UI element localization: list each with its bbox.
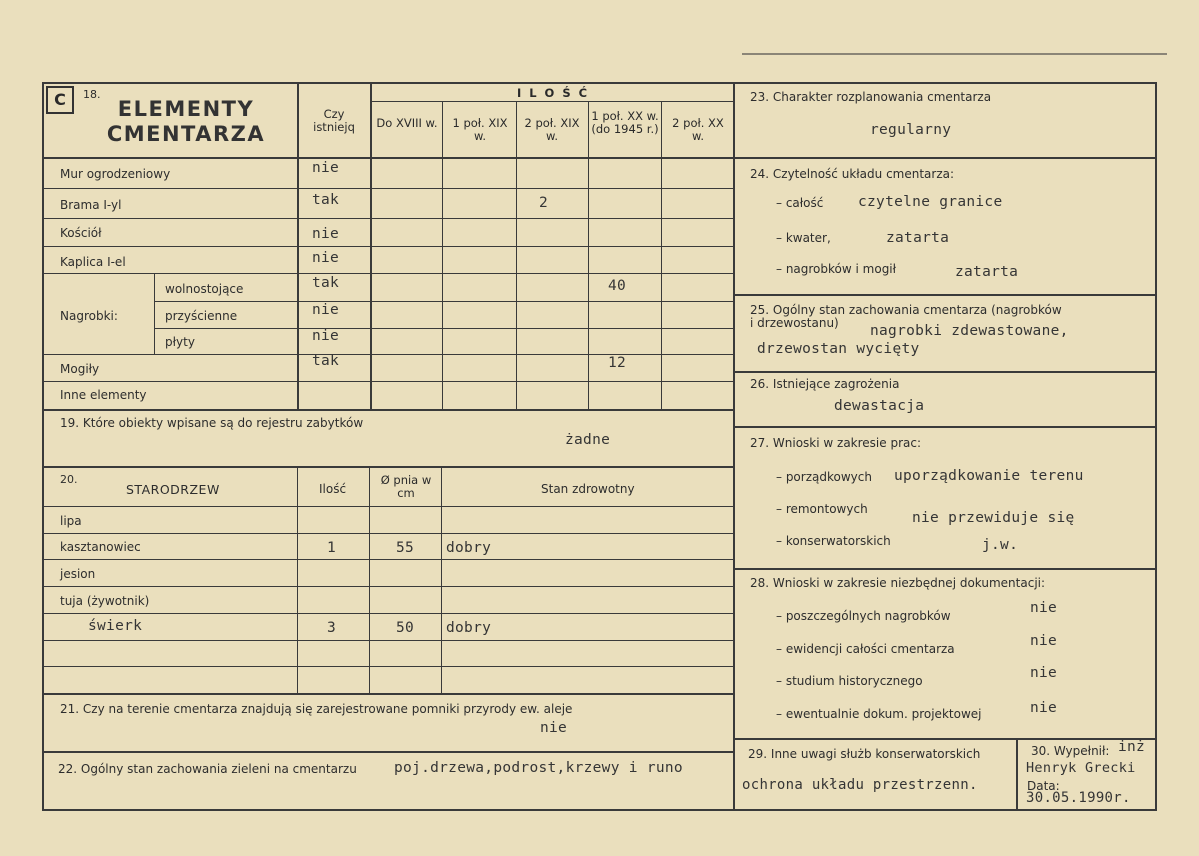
section-24-label: 24. Czytelność układu cmentarza:	[750, 167, 955, 181]
works-label: – porządkowych	[776, 470, 872, 484]
row-count: 12	[608, 355, 627, 371]
documentation-label: – ewentualnie dokum. projektowej	[776, 707, 982, 721]
col-header-0: Do XVIII w.	[376, 116, 438, 130]
row-label: Mogiły	[60, 362, 100, 376]
tree-diameter: 55	[396, 540, 415, 556]
section-20-number: 20.	[60, 473, 78, 486]
tree-name: lipa	[60, 514, 82, 528]
legibility-label: – kwater,	[776, 231, 831, 245]
col-header-3: 1 poł. XX w. (do 1945 r.)	[591, 109, 659, 136]
section-18-title-line2: CMENTARZA	[106, 122, 266, 146]
row-label: Inne elementy	[60, 388, 147, 402]
row-exists: tak	[312, 275, 340, 291]
documentation-label: – poszczególnych nagrobków	[776, 609, 951, 623]
works-value: nie przewiduje się	[912, 510, 1075, 526]
row-exists: nie	[312, 226, 340, 242]
documentation-label: – ewidencji całości cmentarza	[776, 642, 955, 656]
section-28-label: 28. Wnioski w zakresie niezbędnej dokumentacji:	[750, 576, 1046, 590]
tree-name: jesion	[60, 567, 96, 581]
section-26-value: dewastacja	[834, 398, 925, 414]
section-21-value: nie	[540, 720, 568, 736]
tree-count: 3	[327, 620, 337, 636]
documentation-value: nie	[1030, 600, 1058, 616]
section-18-title-line1: ELEMENTY	[117, 97, 255, 121]
section-26-label: 26. Istniejące zagrożenia	[750, 377, 900, 391]
col-header-exists: Czy istniejq	[313, 107, 355, 134]
tree-count: 1	[327, 540, 337, 556]
works-value: uporządkowanie terenu	[894, 468, 1084, 484]
col-header-ilosc: I L O Ś Ć	[516, 86, 590, 100]
section-27-label: 27. Wnioski w zakresie prac:	[750, 436, 922, 450]
row-label: Mur ogrodzeniowy	[60, 167, 171, 181]
row-label: płyty	[165, 335, 195, 349]
documentation-label: – studium historycznego	[776, 674, 923, 688]
row-label: Brama I-yl	[60, 198, 122, 212]
col-header-2: 2 poł. XIX w.	[524, 116, 580, 143]
legibility-value: zatarta	[886, 230, 950, 246]
section-25-label-line1: 25. Ogólny stan zachowania cmentarza (nagrobków	[750, 303, 1062, 317]
row-label: przyścienne	[165, 309, 238, 323]
section-20-title: STARODRZEW	[126, 482, 220, 497]
section-30-label: 30. Wypełnił:	[1031, 744, 1110, 758]
tree-health: dobry	[446, 620, 492, 636]
nagrobki-label: Nagrobki:	[60, 309, 118, 323]
section-22-label: 22. Ogólny stan zachowania zieleni na cmentarzu	[58, 762, 357, 776]
row-label: Kościół	[60, 226, 102, 240]
section-19-value: żadne	[565, 432, 611, 448]
section-30-name-value: Henryk Grecki	[1026, 760, 1136, 776]
section-23-label: 23. Charakter rozplanowania cmentarza	[750, 90, 992, 104]
col-header-diameter: Ø pnia w cm	[380, 473, 432, 500]
tree-health: dobry	[446, 540, 492, 556]
row-count: 40	[608, 278, 627, 294]
section-30-date-label: Data:	[1027, 779, 1060, 793]
row-exists: tak	[312, 192, 340, 208]
row-exists: nie	[312, 328, 340, 344]
tree-name: świerk	[88, 618, 143, 634]
section-box-letter: C	[46, 86, 74, 114]
section-25-value-line1: nagrobki zdewastowane,	[870, 323, 1069, 339]
legibility-value: czytelne granice	[858, 194, 1003, 210]
documentation-value: nie	[1030, 700, 1058, 716]
col-header-4: 2 poł. XX w.	[672, 116, 724, 143]
legibility-label: – całość	[776, 196, 824, 210]
legibility-value: zatarta	[955, 264, 1019, 280]
section-29-value: ochrona układu przestrzenn.	[742, 777, 978, 793]
works-label: – remontowych	[776, 502, 868, 516]
section-22-value: poj.drzewa,podrost,krzewy i runo	[394, 760, 683, 776]
row-exists: nie	[312, 250, 340, 266]
works-value: j.w.	[982, 537, 1019, 553]
tree-name: kasztanowiec	[60, 540, 141, 554]
documentation-value: nie	[1030, 633, 1058, 649]
row-exists: nie	[312, 302, 340, 318]
documentation-value: nie	[1030, 665, 1058, 681]
col-header-health: Stan zdrowotny	[541, 482, 635, 496]
section-25-value-line2: drzewostan wycięty	[757, 341, 920, 357]
section-21-label: 21. Czy na terenie cmentarza znajdują się zarejestrowane pomniki przyrody ew. aleje	[60, 702, 573, 716]
tree-name: tuja (żywotnik)	[60, 594, 150, 608]
tree-diameter: 50	[396, 620, 415, 636]
works-label: – konserwatorskich	[776, 534, 891, 548]
col-header-1: 1 poł. XIX w.	[452, 116, 508, 143]
row-exists: tak	[312, 353, 340, 369]
row-label: wolnostojące	[165, 282, 244, 296]
section-29-label: 29. Inne uwagi służb konserwatorskich	[748, 747, 981, 761]
row-count: 2	[539, 195, 549, 211]
col-header-count: Ilość	[319, 482, 347, 496]
section-30-date-value: 30.05.1990r.	[1026, 790, 1131, 806]
section-25-label-line2: i drzewostanu)	[750, 316, 839, 330]
row-exists: nie	[312, 160, 340, 176]
section-23-value: regularny	[870, 122, 952, 138]
section-30-title-value: inż	[1118, 739, 1146, 755]
section-19-label: 19. Które obiekty wpisane są do rejestru zabytków	[60, 416, 364, 430]
section-18-number: 18.	[83, 88, 101, 101]
row-label: Kaplica I-el	[60, 255, 126, 269]
legibility-label: – nagrobków i mogił	[776, 262, 897, 276]
